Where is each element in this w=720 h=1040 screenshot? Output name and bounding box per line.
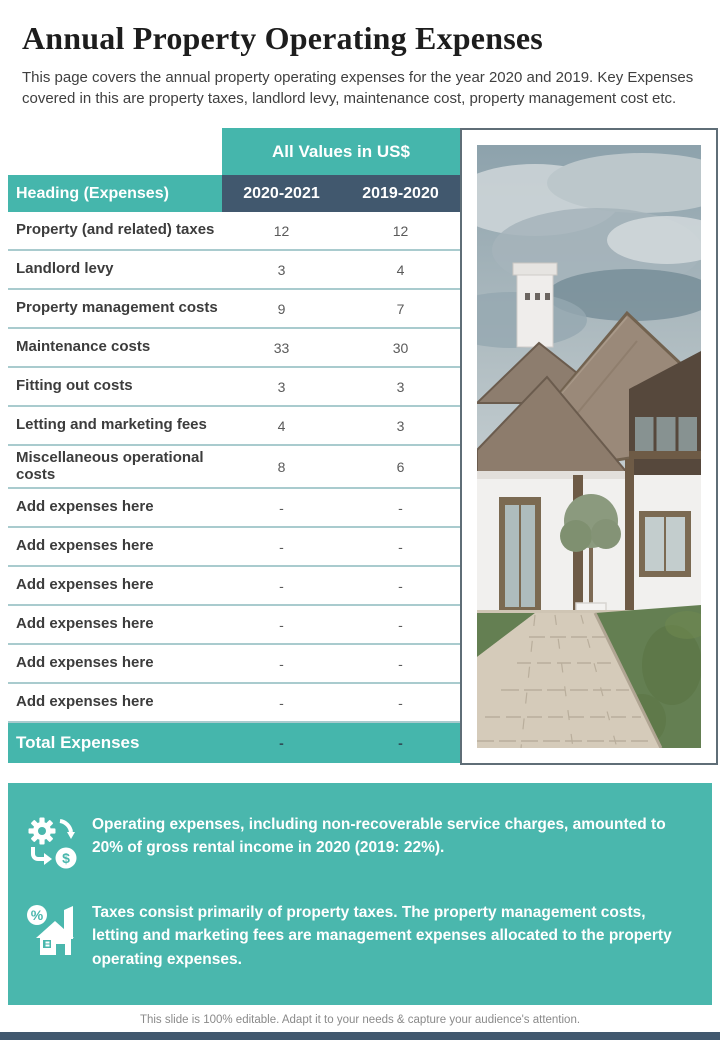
row-label: Maintenance costs	[16, 338, 151, 356]
row-label: Add expenses here	[16, 693, 154, 711]
row-value-2019: 12	[392, 222, 409, 239]
row-value-2019: 7	[396, 300, 405, 317]
row-value-2020: 9	[277, 300, 286, 317]
row-value-2019: 6	[396, 458, 405, 475]
row-value-2019: -	[398, 655, 403, 672]
table-row	[8, 489, 460, 528]
table-row	[8, 212, 460, 251]
column-2019-2020: 2019-2020	[362, 184, 439, 202]
svg-text:$: $	[62, 850, 70, 866]
row-value-2020: 12	[273, 222, 290, 239]
row-value-2020: 33	[273, 339, 290, 356]
editable-note: This slide is 100% editable. Adapt it to your needs & capture your audience's attention.	[139, 1014, 581, 1026]
row-value-2019: -	[398, 577, 403, 594]
callout-text: Operating expenses, including non-recoverable service charges, amounted to 20% of gross rental income in 2020 (2019: 22%).	[92, 816, 666, 857]
notes-panel	[8, 783, 712, 1005]
row-value-2020: -	[279, 616, 284, 633]
table-row	[8, 407, 460, 446]
table-column-header	[8, 175, 460, 212]
table-body	[8, 212, 460, 763]
row-value-2019: -	[398, 538, 403, 555]
row-value-2019: 4	[396, 261, 405, 278]
row-value-2019: -	[398, 616, 403, 633]
row-label: Miscellaneous operational costs	[16, 449, 204, 483]
row-value-2020: -	[279, 538, 284, 555]
table-row	[8, 446, 460, 489]
table-row-total	[8, 723, 460, 763]
total-label: Total Expenses	[16, 732, 140, 752]
row-label: Fitting out costs	[16, 377, 133, 395]
row-label: Add expenses here	[16, 654, 154, 672]
page-title: Annual Property Operating Expenses	[22, 20, 543, 56]
row-value-2019: 3	[396, 417, 405, 434]
row-value-2020: 4	[277, 417, 286, 434]
table-values-header: All Values in US$	[222, 128, 460, 175]
callout-operating-expenses	[26, 813, 718, 874]
row-label: Add expenses here	[16, 576, 154, 594]
table-row	[8, 606, 460, 645]
row-value-2020: -	[279, 499, 284, 516]
callout-text: Taxes consist primarily of property taxes. The property management costs, letting and marketing fees are management expenses allocated to the property operating expenses.	[92, 904, 672, 968]
table-row	[8, 251, 460, 290]
table-row	[8, 329, 460, 368]
row-label: Add expenses here	[16, 615, 154, 633]
row-value-2020: -	[279, 655, 284, 672]
column-2020-2021: 2020-2021	[243, 184, 320, 202]
row-value-2019: -	[398, 499, 403, 516]
total-value-2020: -	[279, 735, 284, 751]
row-value-2020: 8	[277, 458, 286, 475]
house-percent-icon	[26, 903, 84, 962]
row-value-2019: -	[398, 694, 403, 711]
gear-dollar-icon	[26, 815, 84, 874]
row-label: Property management costs	[16, 299, 218, 317]
table-row	[8, 290, 460, 329]
row-label: Letting and marketing fees	[16, 416, 207, 434]
row-value-2019: 3	[396, 378, 405, 395]
row-value-2020: 3	[277, 261, 286, 278]
row-label: Add expenses here	[16, 498, 154, 516]
row-label: Add expenses here	[16, 537, 154, 555]
bottom-accent-bar	[0, 1032, 720, 1040]
table-row	[8, 528, 460, 567]
row-value-2020: 3	[277, 378, 286, 395]
row-label: Landlord levy	[16, 260, 114, 278]
row-label: Property (and related) taxes	[16, 221, 215, 239]
house-photo-illustration	[477, 145, 701, 748]
total-value-2019: -	[398, 735, 403, 751]
callout-taxes	[26, 901, 718, 971]
row-value-2019: 30	[392, 339, 409, 356]
table-row	[8, 645, 460, 684]
row-value-2020: -	[279, 694, 284, 711]
svg-text:%: %	[30, 907, 44, 923]
column-heading-expenses: Heading (Expenses)	[8, 175, 222, 212]
table-row	[8, 368, 460, 407]
table-row	[8, 684, 460, 723]
row-value-2020: -	[279, 577, 284, 594]
house-photo	[460, 128, 718, 765]
column-years	[222, 175, 460, 212]
page-subtitle: This page covers the annual property operating expenses for the year 2020 and 2019. Key Expenses covered in this are property taxes, landlord levy, maintenance cost, property management cost etc.	[22, 69, 694, 107]
table-row	[8, 567, 460, 606]
